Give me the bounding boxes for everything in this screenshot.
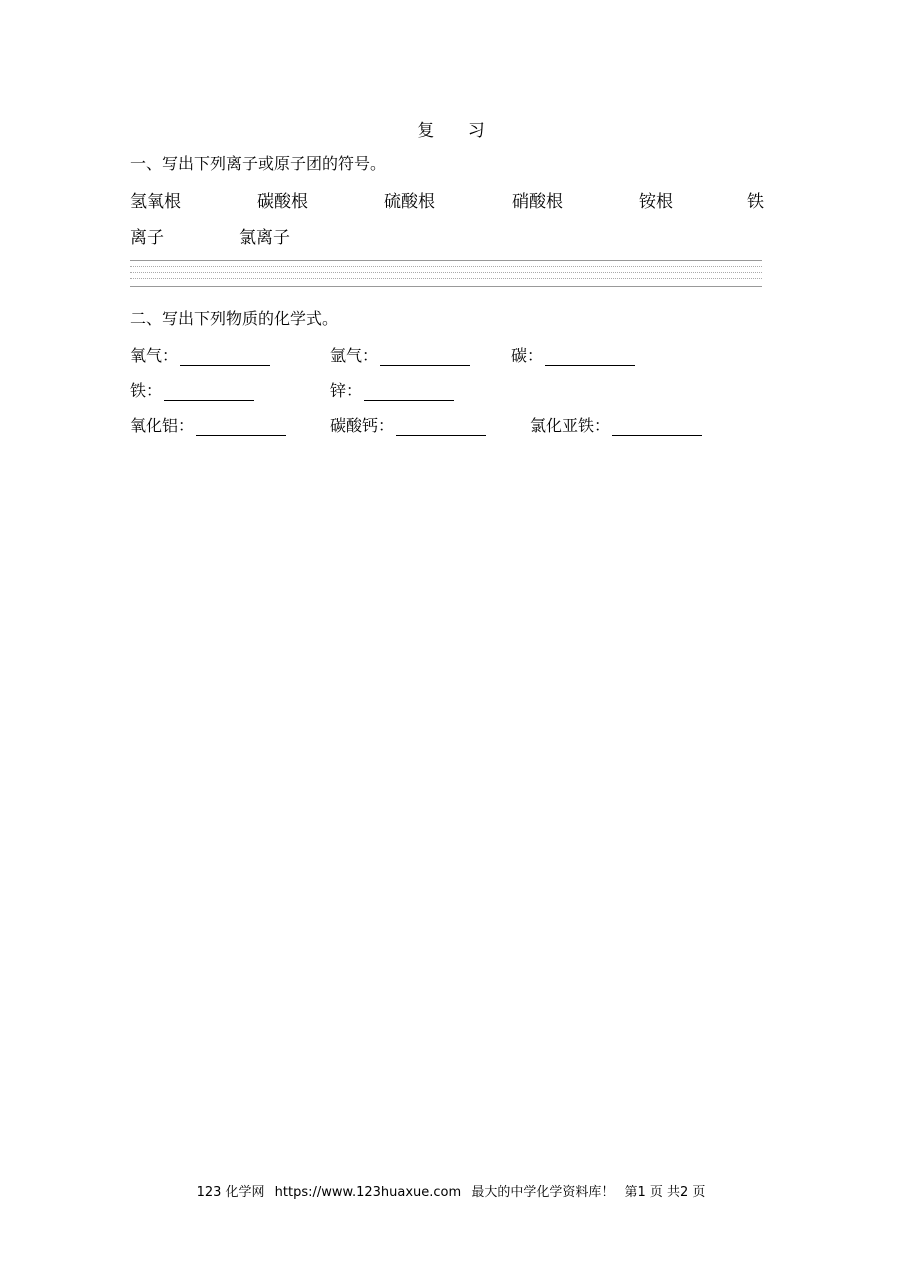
ion-nitrate: 硝酸根 xyxy=(512,192,563,212)
ion-hydroxide: 氢氧根 xyxy=(130,192,181,212)
footer-page-info: 第1 页 共2 页 xyxy=(624,1185,706,1200)
section1-heading: 一、写出下列离子或原子团的符号。 xyxy=(130,154,387,173)
formula-carbon xyxy=(511,343,635,366)
footer-site: 123 化学网 xyxy=(196,1185,265,1200)
formula-zinc-blank[interactable] xyxy=(364,382,454,401)
formula-iron-label: 铁： xyxy=(130,381,163,400)
answer-writing-lines[interactable] xyxy=(130,260,762,288)
ion-chloride: 氯离子 xyxy=(239,228,290,248)
formula-calcium-carbonate xyxy=(330,413,486,436)
formula-zinc xyxy=(330,378,454,401)
ion-iron-continued: 离子 xyxy=(130,228,164,248)
section2-heading: 二、写出下列物质的化学式。 xyxy=(130,309,339,328)
page-title: 复 习 xyxy=(417,121,499,141)
footer-url[interactable]: https://www.123huaxue.com xyxy=(274,1185,462,1200)
formula-argon-blank[interactable] xyxy=(380,347,470,366)
formula-aluminum-oxide xyxy=(130,413,286,436)
formula-aluminum-oxide-label: 氧化铝： xyxy=(130,416,195,435)
formula-argon-label: 氩气： xyxy=(330,346,379,365)
ion-carbonate: 碳酸根 xyxy=(257,192,308,212)
formula-calcium-carbonate-label: 碳酸钙： xyxy=(330,416,395,435)
formula-iron xyxy=(130,378,254,401)
ion-sulfate: 硫酸根 xyxy=(384,192,435,212)
formula-ferrous-chloride-blank[interactable] xyxy=(612,417,702,436)
formula-aluminum-oxide-blank[interactable] xyxy=(196,417,286,436)
formula-argon xyxy=(330,343,470,366)
formula-calcium-carbonate-blank[interactable] xyxy=(396,417,486,436)
formula-carbon-label: 碳： xyxy=(511,346,544,365)
footer-slogan: 最大的中学化学资料库！ xyxy=(471,1185,615,1200)
formula-carbon-blank[interactable] xyxy=(545,347,635,366)
ion-ammonium: 铵根 xyxy=(639,192,673,212)
formula-iron-blank[interactable] xyxy=(164,382,254,401)
ion-iron: 铁 xyxy=(747,192,764,212)
formula-zinc-label: 锌： xyxy=(330,381,363,400)
formula-oxygen xyxy=(130,343,270,366)
formula-oxygen-label: 氧气： xyxy=(130,346,179,365)
formula-ferrous-chloride xyxy=(530,413,702,436)
page-footer xyxy=(0,1181,902,1200)
formula-oxygen-blank[interactable] xyxy=(180,347,270,366)
formula-ferrous-chloride-label: 氯化亚铁： xyxy=(530,416,611,435)
